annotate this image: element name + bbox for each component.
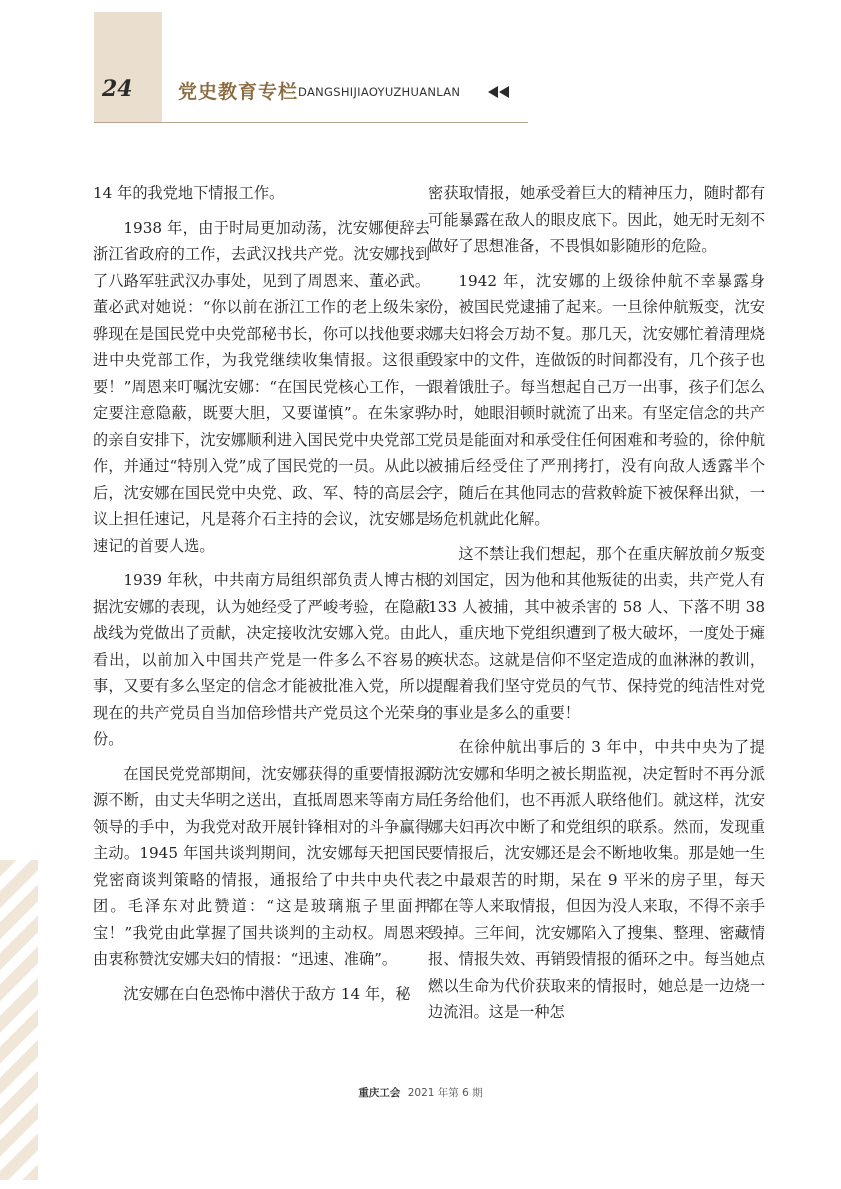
page-number: 24 [102,76,133,102]
article-column-left [93,180,430,1015]
paragraph: 沈安娜在白色恐怖中潜伏于敌方 14 年，秘 [123,984,411,1003]
header-divider [94,122,528,123]
decorative-stripes [0,860,38,1180]
double-arrow-left-icon [488,86,510,98]
section-title: 党史教育专栏 [178,81,299,103]
page-footer [0,1085,841,1100]
paragraph: 在国民党党部期间，沈安娜获得的重要情报源源不断，由丈夫华明之送出，直抵周恩来等南方局领导的手中，为我党对敌开展针锋相对的斗争赢得主动。1945 年国共谈判期间，沈安娜每天把国民党密商谈判策略的情报，通报给了中共中央代表团。毛泽东对此赞道：“这是玻璃瓶子里面押宝！”我党由此掌握了国共谈判的主动权。周恩来由衷称赞沈安娜夫妇的情报：“迅速、准确”。 [93,764,430,968]
paragraph: 1942 年，沈安娜的上级徐仲航不幸暴露身份，被国民党逮捕了起来。一旦徐仲航叛变，沈安娜夫妇将会万劫不复。那几天，沈安娜忙着清理烧毁家中的文件，连做饭的时间都没有，几个孩子也跟着饿肚子。每当想起自己万一出事，孩子们怎么办时，她眼泪顿时就流了出来。有坚定信念的共产党员是能面对和承受住任何困难和考验的，徐仲航被捕后经受住了严刑拷打，没有向敌人透露半个字，随后在其他同志的营救斡旋下被保释出狱，一场危机就此化解。 [428,271,765,528]
article-column-right [428,180,765,1034]
issue-label: 2021 年第 6 期 [407,1087,483,1099]
paragraph: 1939 年秋，中共南方局组织部负责人博古根据沈安娜的表现，认为她经受了严峻考验，在隐蔽战线为党做出了贡献，决定接收沈安娜入党。由此看出，以前加入中国共产党是一件多么不容易的事，又要有多么坚定的信念才能被批准入党，所以现在的共产党员自当加倍珍惜共产党员这个光荣身份。 [93,571,430,748]
publication-name: 重庆工会 [358,1087,401,1099]
header-tab [94,12,162,123]
section-subtitle: DANGSHIJIAOYUZHUANLAN [298,85,461,99]
paragraph: 密获取情报，她承受着巨大的精神压力，随时都有可能暴露在敌人的眼皮底下。因此，她无时无刻不做好了思想准备，不畏惧如影随形的危险。 [428,184,765,255]
paragraph: 14 年的我党地下情报工作。 [93,184,285,202]
paragraph: 1938 年，由于时局更加动荡，沈安娜便辞去浙江省政府的工作，去武汉找共产党。沈安娜找到了八路军驻武汉办事处，见到了周恩来、董必武。董必武对她说：“你以前在浙江工作的老上级朱家骅现在是国民党中央党部秘书长，你可以找他要求进中央党部工作，为我党继续收集情报。这很重要！”周恩来叮嘱沈安娜：“在国民党核心工作，一定要注意隐蔽，既要大胆，又要谨慎”。在朱家骅的亲自安排下，沈安娜顺利进入国民党中央党部工作，并通过“特別入党”成了国民党的一员。从此以后，沈安娜在国民党中央党、政、军、特的高层会议上担任速记，凡是蒋介石主持的会议，沈安娜是速记的首要人选。 [93,218,430,555]
paragraph: 在徐仲航出事后的 3 年中，中共中央为了提防沈安娜和华明之被长期监视，决定暂时不再分派任务给他们，也不再派人联络他们。就这样，沈安娜夫妇再次中断了和党组织的联系。然而，发现重要情报后，沈安娜还是会不断地收集。那是她一生之中最艰苦的时期，呆在 9 平米的房子里，每天都在等人来取情报，但因为没人来取，不得不亲手毁掉。三年间，沈安娜陷入了搜集、整理、密藏情报、情报失效、再销毁情报的循环之中。每当她点燃以生命为代价获取来的情报时，她总是一边烧一边流泪。这是一种怎 [428,738,765,1021]
paragraph: 这不禁让我们想起，那个在重庆解放前夕叛变的刘国定，因为他和其他叛徒的出卖，共产党人有 133 人被捕，其中被杀害的 58 人、下落不明 38 人，重庆地下党组织遭到了极大破坏，一度处于瘫痪状态。这就是信仰不坚定造成的血淋淋的教训，提醒着我们坚守党员的气节、保持党的纯洁性对党的事业是多么的重要！ [428,544,765,722]
